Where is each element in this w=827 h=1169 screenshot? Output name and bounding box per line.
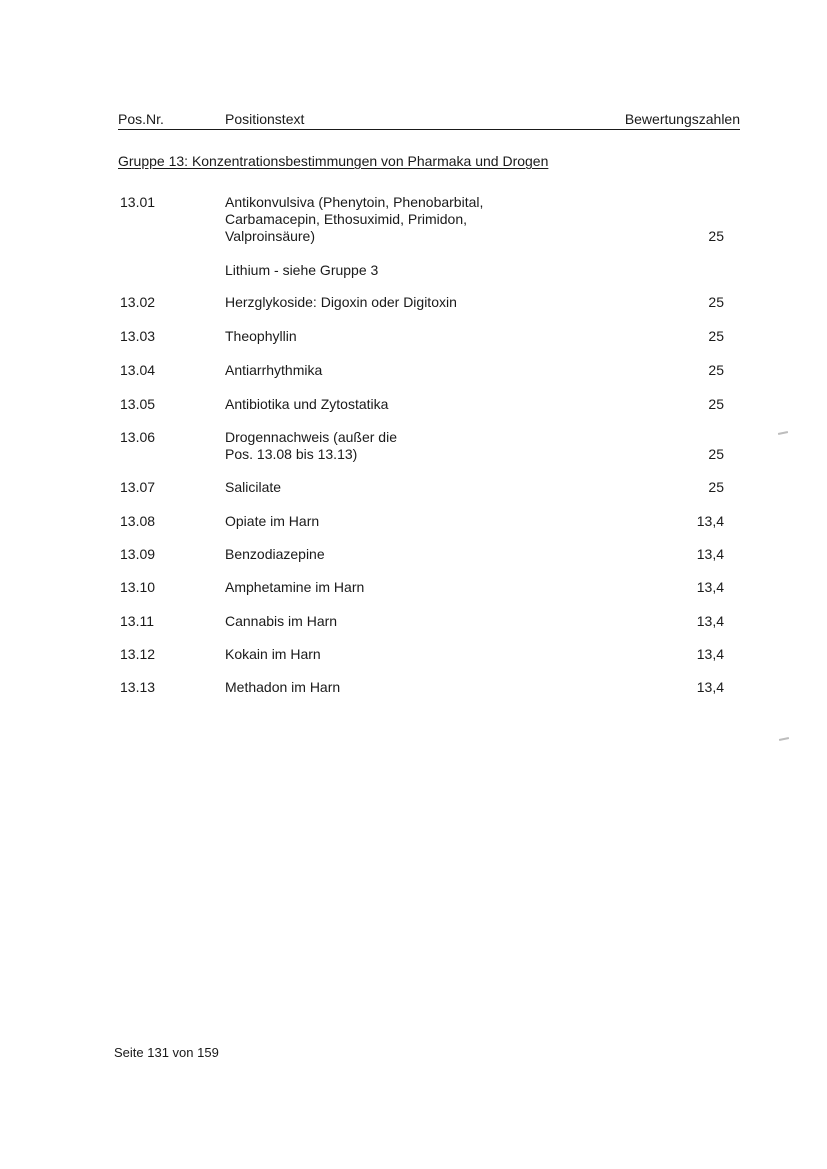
table-header: [118, 111, 740, 130]
position-text-line: Antibiotika und Zytostatika: [225, 396, 389, 412]
header-pos-label: Pos.Nr.: [118, 111, 164, 127]
position-score: 25: [708, 479, 724, 495]
position-text-line: Antiarrhythmika: [225, 362, 323, 378]
position-text-line: Cannabis im Harn: [225, 613, 338, 629]
position-number: 13.02: [120, 294, 156, 310]
position-score: 25: [708, 328, 724, 344]
position-number: 13.11: [120, 613, 154, 629]
position-text-line: Methadon im Harn: [225, 679, 341, 695]
position-score: 25: [708, 362, 724, 378]
position-number: 13.05: [120, 396, 156, 412]
position-text-line: Theophyllin: [225, 328, 297, 344]
position-text-line: Drogennachweis (außer die: [225, 429, 397, 445]
position-text: [225, 646, 625, 663]
position-text: [225, 328, 625, 345]
position-number: 13.09: [120, 546, 156, 562]
position-text-line: Herzglykoside: Digoxin oder Digitoxin: [225, 294, 457, 310]
position-text: [225, 579, 625, 596]
position-score: 13,4: [696, 579, 724, 595]
position-number: 13.07: [120, 479, 156, 495]
position-number: 13.01: [120, 194, 156, 210]
position-score: 13,4: [696, 646, 724, 662]
position-text: [225, 513, 625, 530]
position-score: 13,4: [696, 679, 724, 695]
position-score: 13,4: [696, 513, 724, 529]
scan-mark: [778, 431, 788, 435]
position-text: [225, 613, 625, 630]
position-text: [225, 362, 625, 379]
position-text: [225, 546, 625, 563]
position-number: 13.10: [120, 579, 156, 595]
header-text-label: Positionstext: [225, 111, 305, 127]
position-text-line: Antikonvulsiva (Phenytoin, Phenobarbital,: [225, 194, 484, 210]
position-text-line: Opiate im Harn: [225, 513, 320, 529]
header-score-label: Bewertungszahlen: [624, 111, 740, 127]
position-number: 13.03: [120, 328, 156, 344]
note-lithium: Lithium - siehe Gruppe 3: [225, 262, 379, 278]
position-text: [225, 194, 625, 245]
scan-mark: [779, 737, 789, 741]
position-score: 13,4: [696, 613, 724, 629]
position-number: 13.12: [120, 646, 156, 662]
position-text-line: Valproinsäure): [225, 228, 316, 244]
position-score: 25: [708, 396, 724, 412]
position-score: 13,4: [696, 546, 724, 562]
page-footer: Seite 131 von 159: [114, 1045, 219, 1060]
position-text: [225, 294, 625, 311]
position-text-line: Salicilate: [225, 479, 282, 495]
position-text: [225, 396, 625, 413]
position-score: 25: [708, 294, 724, 310]
position-score: 25: [708, 446, 724, 462]
position-text: [225, 429, 625, 463]
position-number: 13.13: [120, 679, 156, 695]
position-text-line: Amphetamine im Harn: [225, 579, 365, 595]
position-number: 13.08: [120, 513, 156, 529]
group-title: Gruppe 13: Konzentrationsbestimmungen von Pharmaka und Drogen: [118, 153, 549, 169]
position-text-line: Pos. 13.08 bis 13.13): [225, 446, 358, 462]
position-text-line: Kokain im Harn: [225, 646, 321, 662]
position-number: 13.04: [120, 362, 156, 378]
position-number: 13.06: [120, 429, 156, 445]
position-text: [225, 479, 625, 496]
position-score: 25: [708, 228, 724, 244]
position-text-line: Benzodiazepine: [225, 546, 325, 562]
position-text-line: Carbamacepin, Ethosuximid, Primidon,: [225, 211, 467, 227]
position-text: [225, 679, 625, 696]
